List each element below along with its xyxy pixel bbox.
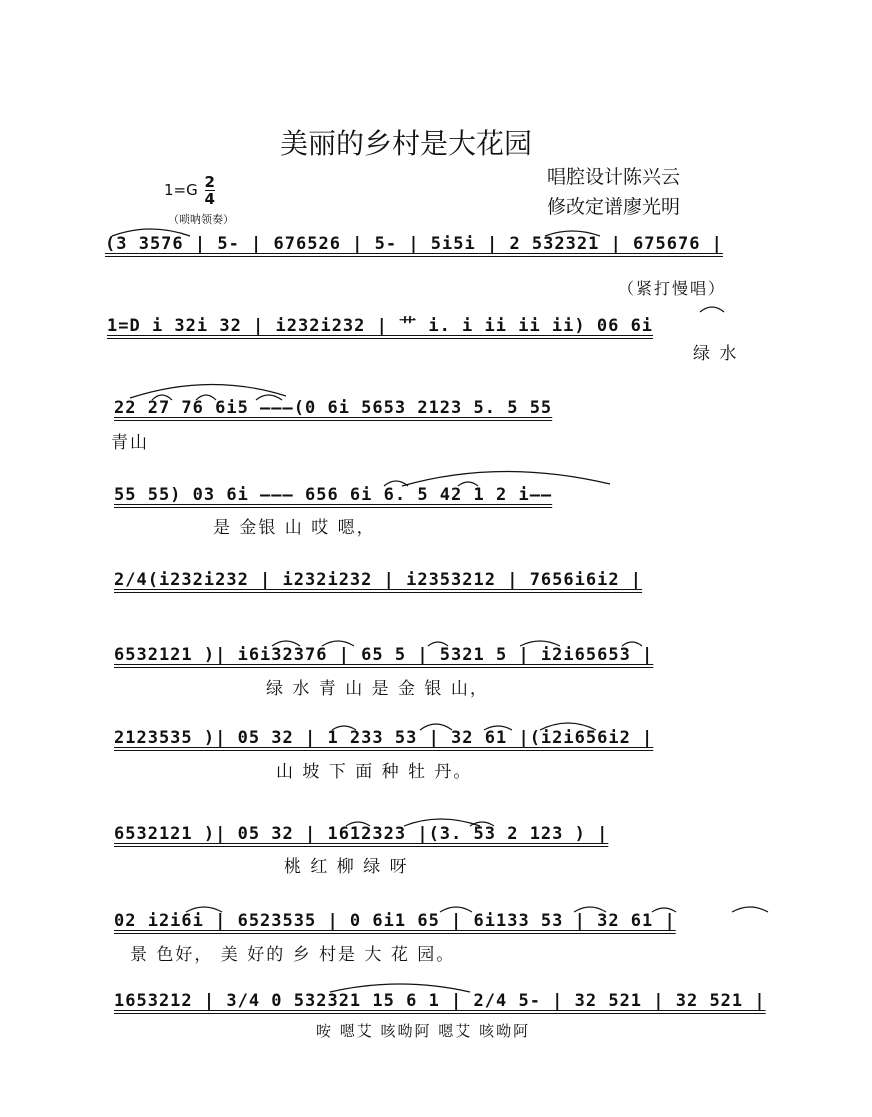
credit-arrangement: 唱腔设计陈兴云 (547, 166, 681, 188)
intro-note: （唢呐领奏） (168, 213, 234, 226)
lyrics-row-10: 咹 嗯艾 咳呦阿 嗯艾 咳呦阿 (316, 1022, 531, 1040)
lyrics-row-9: 景 色好， 美 好的 乡 村是 大 花 园。 (130, 945, 456, 965)
lyrics-row-8: 桃 红 柳 绿 呀 (284, 857, 409, 877)
slur (402, 471, 610, 486)
lyrics-row-6: 绿 水 青 山 是 金 银 山， (266, 679, 489, 699)
time-signature-numerator: 2 (204, 173, 215, 191)
song-title: 美丽的乡村是大花园 (280, 127, 533, 160)
time-signature-denominator: 4 (204, 190, 215, 208)
notation-row-3: 22 27 76 6i5 ———(0 6i 5653 2123 5. 5 55 (114, 398, 553, 418)
key-signature-text: 1=G (164, 181, 198, 199)
notation-row-4: 55 55) 03 6i ——— 656 6i 6. 5 42 1 2 i—— (114, 485, 553, 505)
notation-row-6: 6532121 )| i6i32376 | 65 5 | 5321 5 | i2i65653 | (114, 645, 654, 665)
notation-row-7: 2123535 )| 05 32 | 1 233 53 | 32 61 |(i2i656i2 | (114, 728, 654, 748)
lyrics-row-4: 是 金银 山 哎 嗯， (213, 518, 376, 538)
notation-row-10: 1653212 | 3/4 0 532321 15 6 1 | 2/4 5- | 32 521 | 32 521 | (114, 991, 766, 1011)
lyrics-row-3: 青山 (111, 433, 149, 453)
notation-row-8: 6532121 )| 05 32 | 1612323 |(3. 53 2 123 ) | (114, 824, 609, 844)
key-signature (164, 174, 215, 207)
notation-row-1: (3 3576 | 5- | 676526 | 5- | 5i5i | 2 532321 | 675676 | (105, 234, 723, 254)
tempo-marking: （紧打慢唱） (618, 279, 727, 298)
lyrics-row-2: 绿 水 (693, 344, 739, 364)
notation-row-2: 1=D i 32i 32 | i232i232 | ⺾ i. i ii ii ii) 06 6i (107, 316, 654, 336)
slur (700, 307, 724, 312)
time-signature (205, 174, 215, 207)
notation-row-5: 2/4(i232i232 | i232i232 | i2353212 | 7656i6i2 | (114, 570, 643, 590)
notation-row-9: 02 i2i6i | 6523535 | 0 6i1 65 | 6i133 53 | 32 61 | (114, 911, 676, 931)
lyrics-row-7: 山 坡 下 面 种 牡 丹。 (276, 762, 473, 782)
slur (732, 907, 768, 912)
credit-revision: 修改定谱廖光明 (547, 196, 681, 218)
slur (130, 384, 286, 398)
